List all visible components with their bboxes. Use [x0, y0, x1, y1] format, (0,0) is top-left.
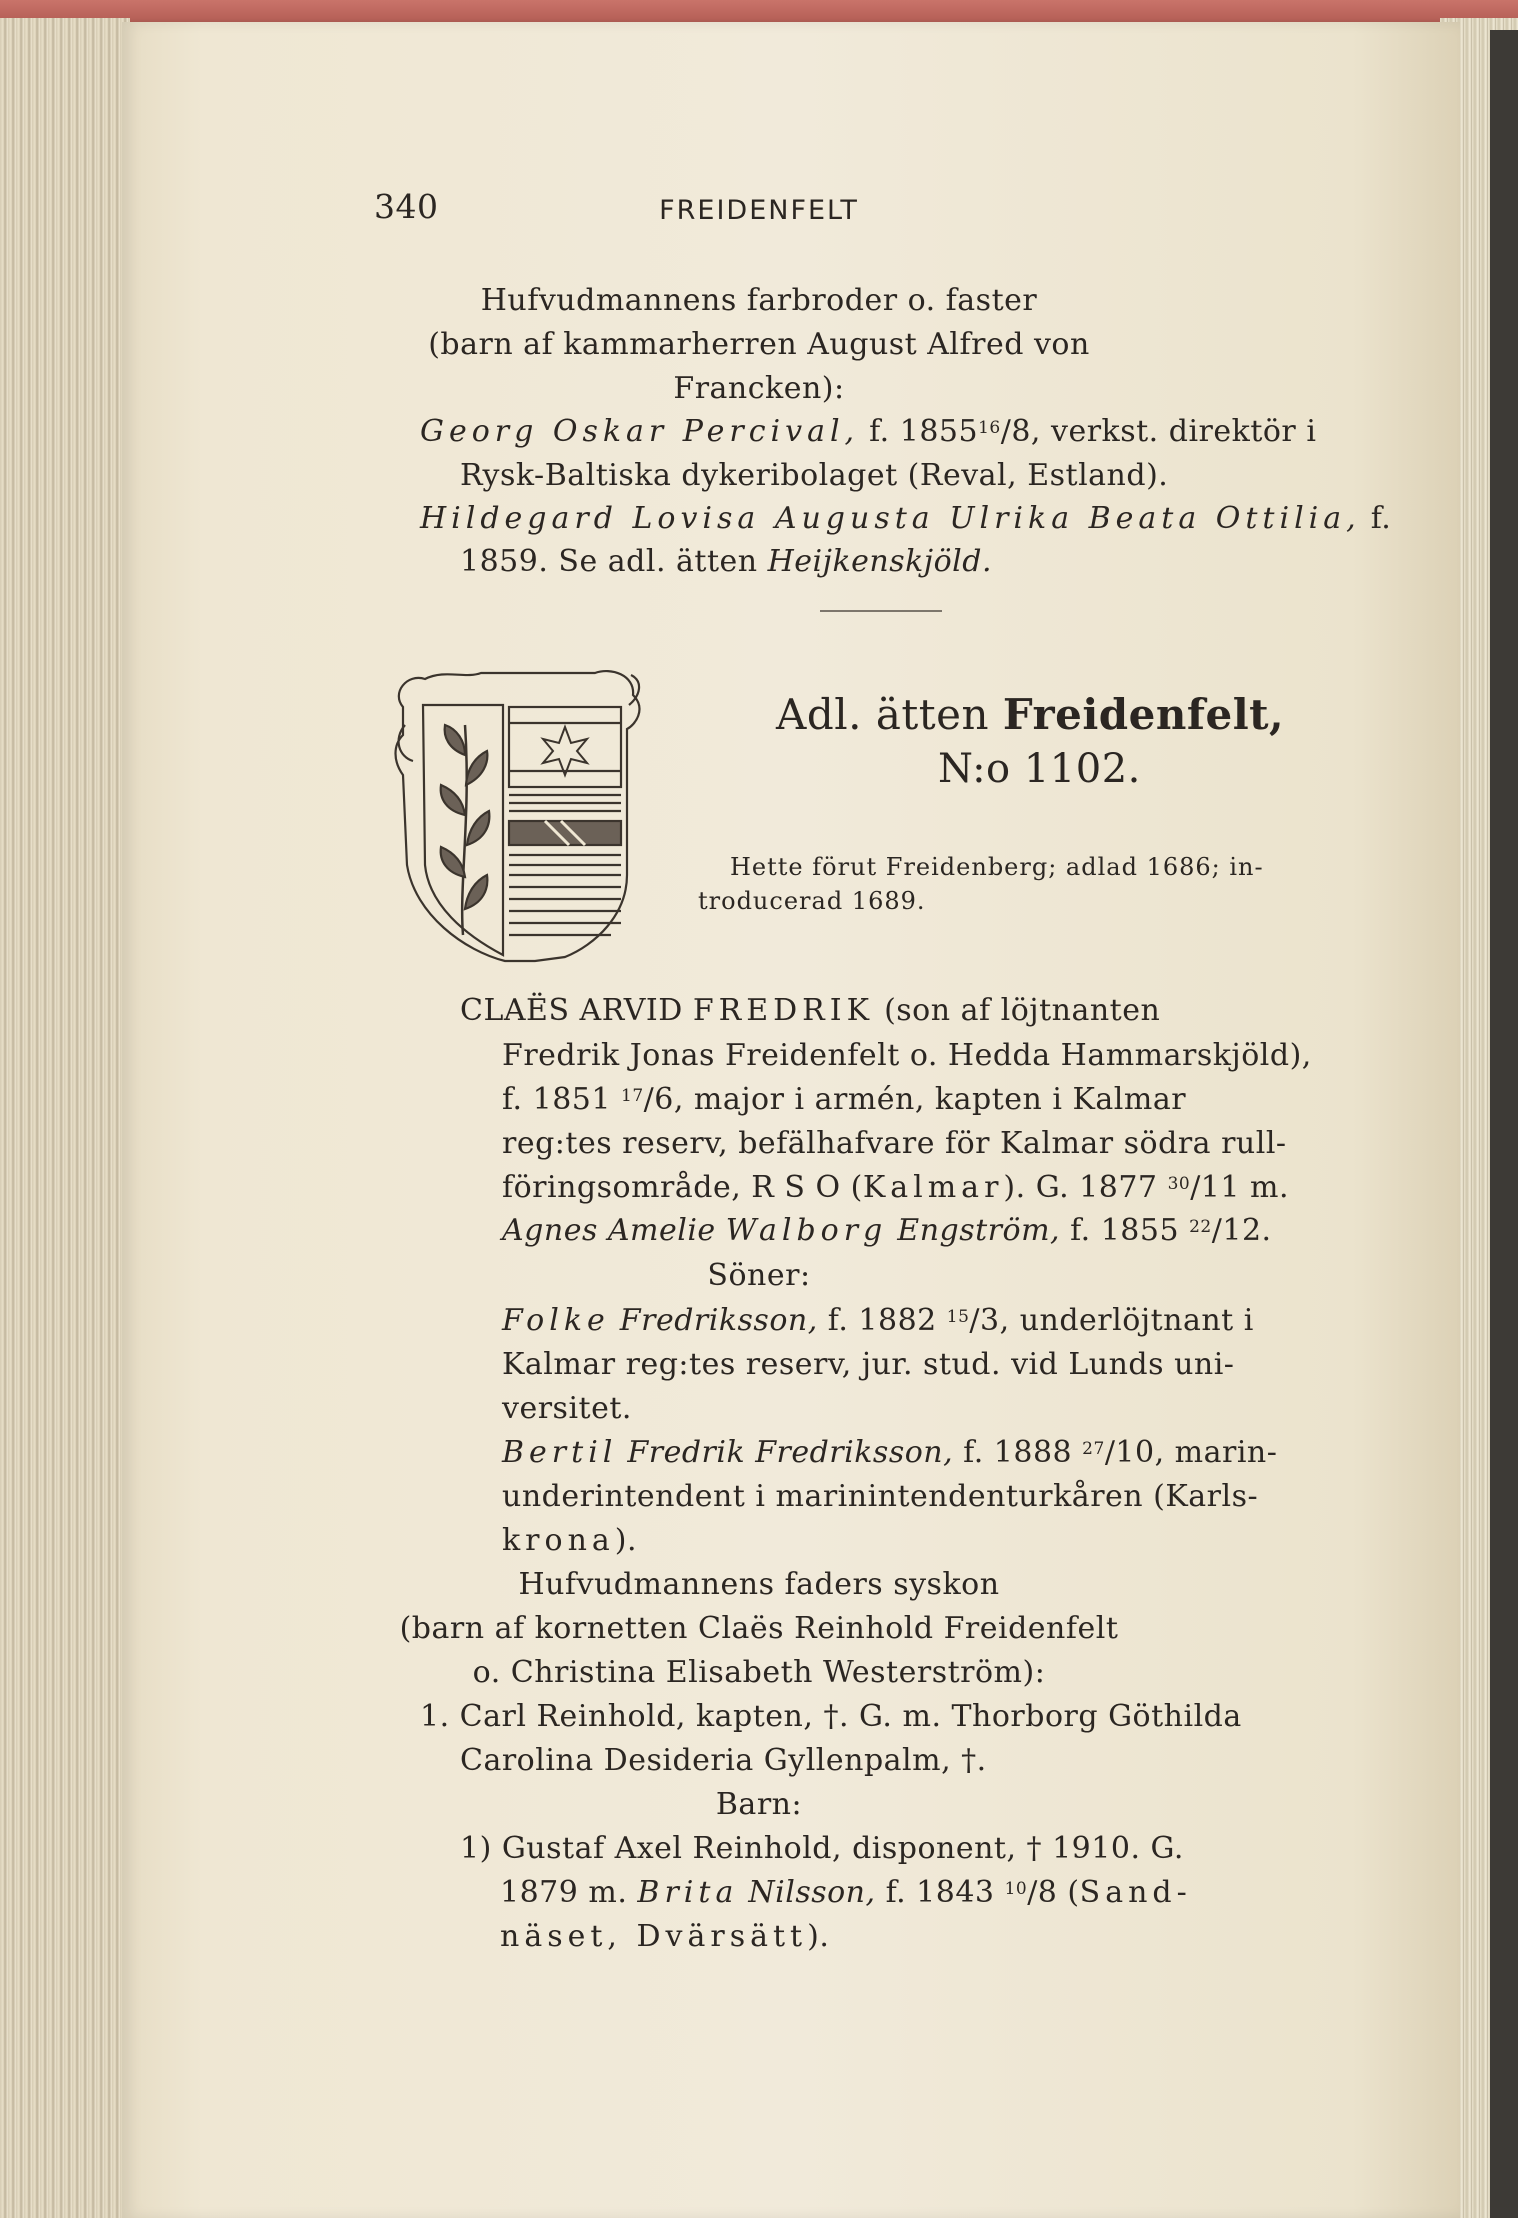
birth-year: f. 1851	[502, 1082, 621, 1117]
spouse-given-names: Agnes Amelie	[502, 1213, 726, 1248]
section3-line3: o. Christina Elisabeth Westerström):	[472, 1655, 1046, 1690]
marriage-text: /11 m.	[1190, 1170, 1290, 1205]
section3-line1: Hufvudmannens faders syskon	[518, 1567, 1000, 1602]
person-name-hildegard: Hildegard Lovisa Augusta Ulrika Beata Ottilia,	[420, 501, 1361, 536]
section-separator	[820, 610, 942, 612]
district-text: föringsområde, R S O (	[502, 1170, 863, 1205]
date-superscript: 27	[1082, 1439, 1105, 1459]
children-heading: Barn:	[715, 1787, 803, 1822]
son1-line2: Kalmar reg:tes reserv, jur. stud. vid Lunds uni-	[502, 1347, 1235, 1382]
spouse-call-name: Brita	[637, 1875, 739, 1910]
date-month: /12.	[1211, 1213, 1272, 1248]
heading-note-line1: Hette förut Freidenberg; adlad 1686; in-	[730, 853, 1264, 881]
closing-punct: ).	[614, 1523, 638, 1558]
main-line3	[502, 1081, 1186, 1119]
family-name: Freidenfelt,	[1002, 690, 1285, 739]
section3-line2: (barn af kornetten Claës Reinhold Freidenfelt	[399, 1611, 1119, 1646]
reference-text: 1859. Se adl. ätten	[460, 544, 768, 579]
main-line5	[502, 1169, 1289, 1207]
main-line2: Fredrik Jonas Freidenfelt o. Hedda Hammarskjöld),	[502, 1038, 1312, 1073]
main-line1	[460, 992, 1160, 1030]
running-head: FREIDENFELT	[659, 195, 859, 226]
section1-line1: Hufvudmannens farbroder o. faster	[480, 283, 1038, 318]
heading-note-line2: troducerad 1689.	[698, 887, 926, 915]
marriage-text: 1879 m.	[500, 1875, 638, 1910]
son1-line1	[502, 1302, 1254, 1340]
son2-line2: underintendent i marinintendenturkåren (Karls-	[502, 1479, 1259, 1514]
item1-line1: 1. Carl Reinhold, kapten, †. G. m. Thorborg Göthilda	[420, 1699, 1242, 1734]
spouse-call-name: Walborg	[725, 1213, 888, 1248]
occupation-text: /6, major i armén, kapten i Kalmar	[643, 1082, 1187, 1117]
date-superscript: 22	[1189, 1217, 1212, 1237]
parentage-text: (son af löjtnanten	[874, 993, 1161, 1028]
item1-line2: Carolina Desideria Gyllenpalm, †.	[460, 1743, 987, 1778]
son2-line1	[502, 1434, 1277, 1472]
date-superscript: 16	[978, 418, 1001, 438]
section1-line6	[420, 500, 1391, 538]
place-name: näset, Dvärsätt	[500, 1919, 808, 1954]
marriage-year: ). G. 1877	[1003, 1170, 1168, 1205]
date-superscript: 17	[621, 1086, 644, 1106]
son1-line3: versitet.	[502, 1391, 632, 1426]
closing-punct: ).	[807, 1919, 830, 1954]
sons-heading: Söner:	[707, 1258, 811, 1293]
family-number: N:o 1102.	[938, 746, 1141, 792]
main-line6	[502, 1212, 1272, 1250]
date-superscript: 10	[1004, 1879, 1028, 1899]
born-abbrev: f.	[1360, 501, 1392, 536]
section1-line2: (barn af kammarherren August Alfred von	[428, 327, 1090, 362]
birth-year: f. 1888	[953, 1435, 1083, 1470]
main-line4: reg:tes reserv, befälhafvare för Kalmar södra rull-	[502, 1126, 1287, 1161]
child1-line1: 1) Gustaf Axel Reinhold, disponent, † 1910. G.	[460, 1831, 1184, 1866]
spouse-surname: Nilsson,	[738, 1875, 876, 1910]
head-person-call-name: FREDRIK	[692, 993, 875, 1028]
coat-of-arms-icon	[385, 665, 650, 963]
place-name: Sand-	[1079, 1875, 1192, 1910]
date-superscript: 30	[1167, 1174, 1191, 1194]
page-number: 340	[374, 187, 439, 226]
birth-year: f. 1843	[875, 1875, 1005, 1910]
person-name-georg: Georg Oskar Percival,	[420, 414, 860, 449]
child1-line2	[500, 1874, 1192, 1912]
date-superscript: 15	[946, 1307, 970, 1327]
birth-year: f. 1855	[859, 414, 979, 449]
heading-prefix: Adl. ätten	[776, 690, 1003, 739]
section1-line7	[460, 543, 992, 581]
section1-line3: Francken):	[673, 371, 845, 406]
section1-line5: Rysk-Baltiska dykeribolaget (Reval, Estland).	[460, 458, 1169, 493]
family-reference: Heijkenskjöld.	[767, 544, 992, 579]
son2-call-name: Bertil	[502, 1435, 618, 1470]
birth-year: f. 1855	[1060, 1213, 1190, 1248]
son2-line3	[502, 1522, 637, 1560]
date-month: /8 (	[1027, 1875, 1080, 1910]
son2-surname: Fredrik Fredriksson,	[617, 1435, 954, 1470]
place-name: krona	[502, 1523, 615, 1558]
child1-line3	[500, 1918, 829, 1956]
occupation-text: /10, marin-	[1104, 1435, 1278, 1470]
occupation-text: /8, verkst. direktör i	[1000, 414, 1317, 449]
son1-call-name: Folke	[502, 1303, 610, 1338]
occupation-text: /3, underlöjtnant i	[969, 1303, 1254, 1338]
spouse-surname: Engström,	[887, 1213, 1061, 1248]
son1-surname: Fredriksson,	[609, 1303, 818, 1338]
head-person-given-names: CLAËS ARVID	[460, 993, 693, 1028]
birth-year: f. 1882	[817, 1303, 947, 1338]
section1-line4	[420, 413, 1316, 451]
family-heading	[776, 690, 1284, 740]
place-name: Kalmar	[862, 1170, 1004, 1205]
